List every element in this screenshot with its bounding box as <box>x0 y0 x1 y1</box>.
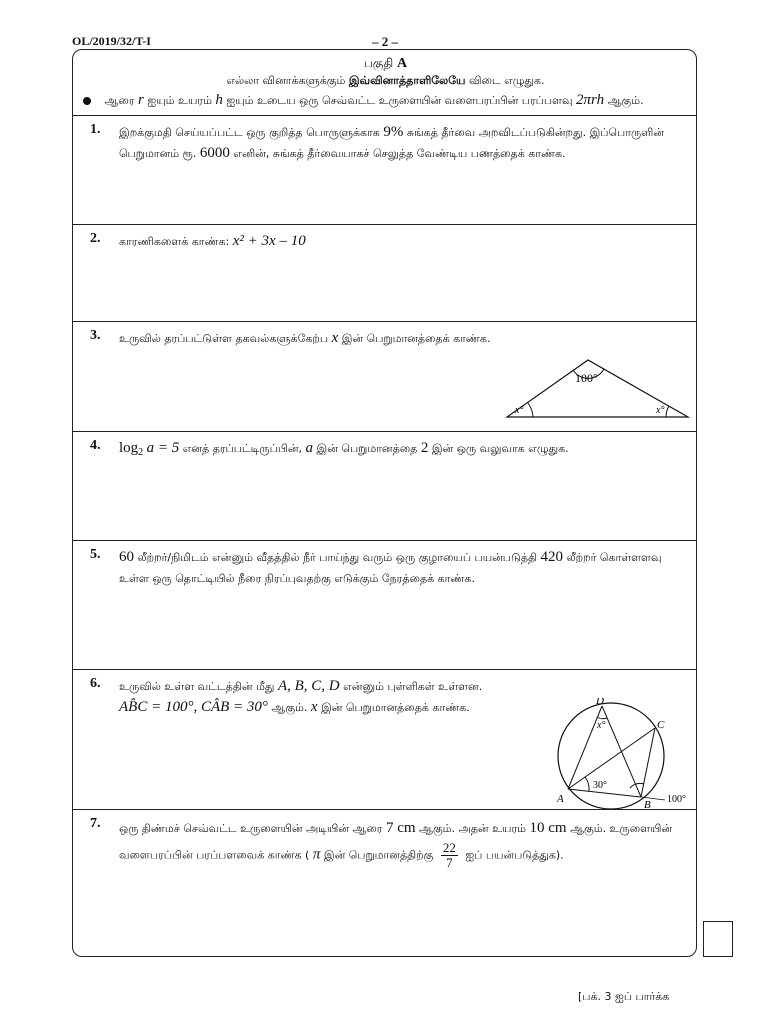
circle-figure <box>541 698 691 810</box>
q7-text-5: ஐப் பயன்படுத்துக). <box>465 848 564 862</box>
exam-code: OL/2019/32/T-I <box>72 34 151 48</box>
q6-text-4: இன் பெறுமானத்தைக் காண்க. <box>321 701 470 714</box>
q3-text-1: உருவில் தரப்பட்டுள்ள தகவல்களுக்கேற்ப <box>119 332 329 345</box>
q1-text-2: சுங்கத் தீர்வை அறவிடப்படுகின்றது. இப்பொருளின் பெறுமானம் ரூ. <box>119 126 664 160</box>
question-number: 7. <box>90 816 101 831</box>
question-number: 3. <box>90 328 101 343</box>
q5-volume: 420 <box>540 549 563 565</box>
q6-points: A, B, C, D <box>277 678 340 694</box>
question-text <box>119 122 684 164</box>
q4-text-3: இன் ஒரு வலுவாக எழுதுக. <box>431 442 569 455</box>
angle-label-top: 100° <box>575 371 598 385</box>
q2-text-1: காரணிகளைக் காண்க: <box>119 235 230 248</box>
question-4 <box>73 431 696 540</box>
q4-two: 2 <box>420 440 429 456</box>
angle-label-left: x° <box>515 405 524 416</box>
q2-expression: x² + 3x – 10 <box>232 233 306 249</box>
point-C: C <box>657 719 665 731</box>
question-frame <box>72 49 697 957</box>
question-text <box>119 328 684 349</box>
formula-r: r <box>138 92 144 108</box>
formula-text-1: ஆரை <box>104 94 135 107</box>
instruction-text-2: விடை எழுதுக. <box>468 74 545 87</box>
question-3 <box>73 321 696 431</box>
formula-h: h <box>215 92 223 108</box>
q7-fraction-numerator: 22 <box>442 840 456 855</box>
question-number: 2. <box>90 231 101 246</box>
q5-rate: 60 <box>119 549 134 565</box>
q4-text-1: எனத் தரப்பட்டிருப்பின், <box>182 442 303 455</box>
triangle-figure <box>503 352 693 422</box>
q7-height: 10 cm <box>529 820 567 836</box>
point-A: A <box>557 793 564 805</box>
q7-text-4: இன் பெறுமானத்திற்கு <box>323 848 434 862</box>
marks-box <box>703 921 733 957</box>
q6-text-1: உருவில் உள்ள வட்டத்தின் மீது <box>119 680 275 693</box>
question-number: 6. <box>90 676 101 691</box>
q4-equation: a = 5 <box>146 440 180 456</box>
q7-text-2: ஆகும். அதன் உயரம் <box>419 822 527 835</box>
q5-text-2: லீற்றர் கொள்ளளவு உள்ள ஒரு தொட்டியில் நீரை நிரப்புவதற்கு எடுக்கும் நேரத்தைக் காண்க. <box>119 551 662 585</box>
question-1 <box>73 115 696 224</box>
q7-text-3: ஆகும். உருளையின் வளைபரப்பின் பரப்பளவைக் காண்க ( <box>119 822 673 862</box>
formula-expr: 2πrh <box>576 92 605 108</box>
question-6 <box>73 669 696 809</box>
part-word: பகுதி <box>363 56 394 70</box>
q4-log: log <box>119 440 139 456</box>
q1-text-1: இறக்குமதி செய்யப்பட்ட ஒரு குறித்த பொருளுக்காக <box>119 126 380 139</box>
instruction-bold: இவ்வினாத்தாளிலேயே <box>348 74 466 87</box>
q7-text-1: ஒரு திண்மச் செவ்வட்ட உருளையின் அடியின் ஆரை <box>119 822 383 835</box>
q6-text-3: ஆகும். <box>271 701 308 714</box>
part-title <box>73 56 698 72</box>
angle-arc-A <box>585 777 589 791</box>
question-text <box>119 231 684 252</box>
q4-var: a <box>305 440 314 456</box>
q6-var: x <box>310 699 318 715</box>
question-number: 4. <box>90 438 101 453</box>
chord-CB <box>641 728 655 797</box>
q1-amount: 6000 <box>199 145 230 161</box>
circle-shape <box>558 703 664 809</box>
q1-text-3: எனின், சுங்கத் தீர்வையாகச் செலுத்த வேண்டிய பணத்தைக் காண்க. <box>233 147 566 160</box>
question-5 <box>73 540 696 669</box>
q6-conditions: AB̂C = 100°, CÂB = 30° <box>119 699 268 715</box>
question-text <box>119 438 684 463</box>
page-footer: [பக். 3 ஐப் பார்க்க <box>578 990 670 1003</box>
question-text <box>119 547 684 589</box>
q7-radius: 7 cm <box>385 820 416 836</box>
instruction-text-1: எல்லா வினாக்களுக்கும் <box>226 74 346 87</box>
question-2 <box>73 224 696 321</box>
q6-text-2: என்னும் புள்ளிகள் உள்ளன. <box>343 680 483 693</box>
bullet-icon <box>83 97 91 105</box>
point-D: D <box>596 698 604 707</box>
angle-label-30: 30° <box>593 780 607 791</box>
angle-arc-right <box>666 406 669 417</box>
question-number: 5. <box>90 547 101 562</box>
question-7 <box>73 809 696 956</box>
q4-log-base: 2 <box>138 447 144 459</box>
q7-fraction-denominator: 7 <box>446 855 453 870</box>
angle-arc-left <box>528 403 533 417</box>
q7-fraction <box>441 841 458 870</box>
formula-text-4: ஆகும். <box>607 94 644 107</box>
point-B: B <box>644 799 651 810</box>
page-number: – 2 – <box>372 34 398 49</box>
formula-text-2: ஐயும் உயரம் <box>147 94 212 107</box>
q5-text-1: லீற்றர்/நிமிடம் என்னும் வீதத்தில் நீர் பாய்ந்து வரும் ஒரு குழாயைப் பயன்படுத்தி <box>137 551 537 564</box>
question-text <box>119 816 684 870</box>
angle-arc-D <box>597 717 607 719</box>
angle-label-x: x° <box>597 720 606 731</box>
q1-percent: 9% <box>383 124 404 140</box>
formula-note <box>83 92 644 109</box>
q3-text-2: இன் பெறுமானத்தைக் காண்க. <box>341 332 491 345</box>
formula-text-3: ஐயும் உடைய ஒரு செவ்வட்ட உருளையின் வளைபரப்பின் பரப்பளவு <box>226 94 573 107</box>
angle-label-right: x° <box>656 405 665 416</box>
q3-var: x <box>331 330 339 346</box>
q4-text-2: இன் பெறுமானத்தை <box>316 442 418 455</box>
q7-pi: π <box>312 846 321 863</box>
angle-label-100: 100° <box>667 794 686 805</box>
chord-AC <box>568 728 655 789</box>
instruction-line <box>73 74 698 89</box>
part-letter: A <box>397 56 408 71</box>
question-number: 1. <box>90 122 101 137</box>
